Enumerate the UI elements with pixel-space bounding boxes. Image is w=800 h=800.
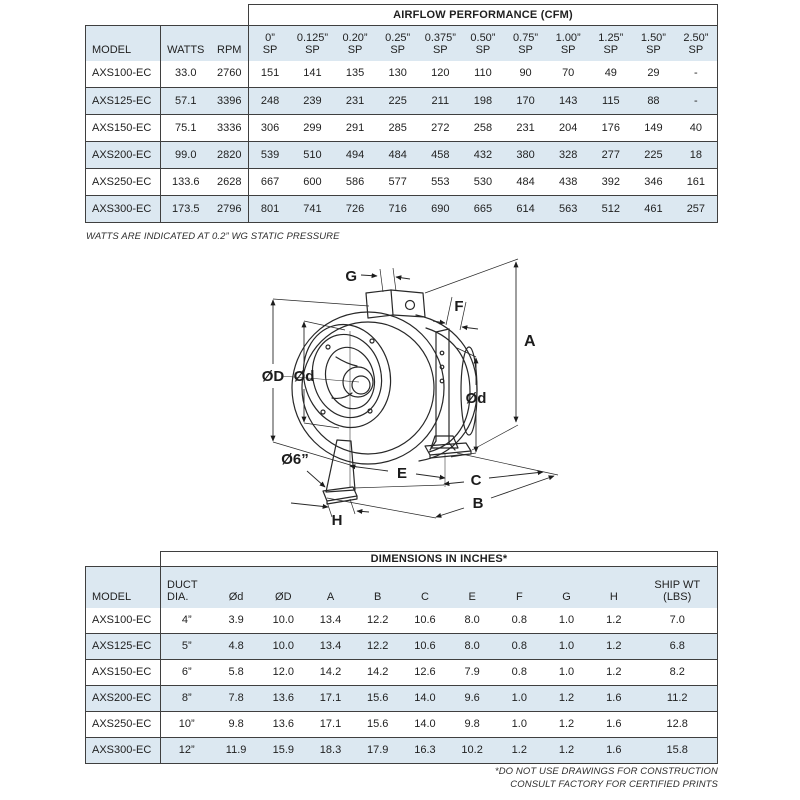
- dimension-cell: 10.0: [260, 634, 307, 660]
- dimension-cell: 16.3: [401, 738, 448, 764]
- dimensions-header-c: C: [401, 567, 448, 608]
- dimension-cell: 10”: [161, 712, 213, 738]
- spacer-cell: [86, 552, 161, 567]
- dimension-cell: 1.6: [590, 738, 637, 764]
- junction-box: [366, 290, 425, 318]
- cfm-cell: 306: [249, 115, 292, 142]
- dimensions-table-title: DIMENSIONS IN INCHES*: [161, 552, 718, 567]
- dimensions-header-g: G: [543, 567, 590, 608]
- cfm-cell: 510: [291, 142, 334, 169]
- watts-cell: 33.0: [161, 61, 211, 88]
- cfm-cell: 149: [632, 115, 675, 142]
- cfm-cell: 346: [632, 169, 675, 196]
- airflow-header-row: [86, 26, 718, 61]
- cfm-cell: 161: [675, 169, 718, 196]
- airflow-header-watts: WATTS: [161, 26, 211, 61]
- airflow-header-sp: 1.50” SP: [632, 26, 675, 61]
- cfm-cell: 257: [675, 196, 718, 223]
- dimension-cell: 0.8: [496, 660, 543, 686]
- dimension-cell: 1.2: [543, 738, 590, 764]
- model-cell: AXS200-EC: [86, 686, 161, 712]
- dimension-cell: 14.2: [307, 660, 354, 686]
- dimension-cell: 17.1: [307, 686, 354, 712]
- airflow-performance-table: [85, 4, 718, 223]
- dim-label-duct: Ø6”: [281, 451, 309, 468]
- dimensions-table: [85, 551, 718, 764]
- cfm-cell: 40: [675, 115, 718, 142]
- cfm-cell: 432: [462, 142, 505, 169]
- dimension-cell: 1.2: [543, 712, 590, 738]
- cfm-cell: 239: [291, 88, 334, 115]
- cfm-cell: 299: [291, 115, 334, 142]
- dimension-cell: 15.6: [354, 712, 401, 738]
- cfm-cell: 667: [249, 169, 292, 196]
- dimensions-row: [86, 634, 718, 660]
- drawing-footnote: [495, 766, 718, 791]
- airflow-row: [86, 88, 718, 115]
- dimension-cell: 12.2: [354, 634, 401, 660]
- cfm-cell: 291: [334, 115, 377, 142]
- cfm-cell: 801: [249, 196, 292, 223]
- cfm-cell: 204: [547, 115, 590, 142]
- cfm-cell: 70: [547, 61, 590, 88]
- dimension-cell: 1.6: [590, 686, 637, 712]
- model-cell: AXS250-EC: [86, 712, 161, 738]
- dimension-cell: 12.0: [260, 660, 307, 686]
- dimension-cell: 11.2: [637, 686, 717, 712]
- dimensions-row: [86, 712, 718, 738]
- airflow-header-sp: 1.00” SP: [547, 26, 590, 61]
- dimensions-header-h: H: [590, 567, 637, 608]
- dimensions-row: [86, 660, 718, 686]
- dimension-cell: 1.0: [496, 686, 543, 712]
- dimension-cell: 12.8: [637, 712, 717, 738]
- dimension-cell: 15.8: [637, 738, 717, 764]
- dimensions-header-b: B: [354, 567, 401, 608]
- dimensions-header-a: A: [307, 567, 354, 608]
- dimension-cell: 14.0: [401, 712, 448, 738]
- model-cell: AXS100-EC: [86, 61, 161, 88]
- cfm-cell: 272: [419, 115, 462, 142]
- dimensions-header--d: Ød: [213, 567, 260, 608]
- watts-cell: 57.1: [161, 88, 211, 115]
- dimensions-row: [86, 686, 718, 712]
- airflow-header-sp: 0.25” SP: [376, 26, 419, 61]
- dimension-cell: 0.8: [496, 608, 543, 634]
- dim-label-b: B: [472, 495, 484, 512]
- dimensions-header-ship-wt: SHIP WT (LBS): [637, 567, 717, 608]
- rpm-cell: 2820: [211, 142, 249, 169]
- airflow-title-row: [86, 5, 718, 26]
- dimension-cell: 4”: [161, 608, 213, 634]
- cfm-cell: -: [675, 88, 718, 115]
- airflow-header-sp: 0.375” SP: [419, 26, 462, 61]
- cfm-cell: 380: [504, 142, 547, 169]
- cfm-cell: 248: [249, 88, 292, 115]
- dimension-cell: 1.6: [590, 712, 637, 738]
- screw: [326, 345, 330, 349]
- dim-label-od-outlet: Ød: [465, 390, 487, 407]
- dimensions-row: [86, 738, 718, 764]
- cfm-cell: 170: [504, 88, 547, 115]
- dimension-cell: 15.6: [354, 686, 401, 712]
- rpm-cell: 2760: [211, 61, 249, 88]
- cfm-cell: 225: [376, 88, 419, 115]
- dim-label-f: F: [454, 298, 464, 315]
- cfm-cell: 716: [376, 196, 419, 223]
- dimension-cell: 5.8: [213, 660, 260, 686]
- cfm-cell: 49: [590, 61, 633, 88]
- airflow-header-sp: 0.75” SP: [504, 26, 547, 61]
- model-cell: AXS150-EC: [86, 660, 161, 686]
- cfm-cell: 151: [249, 61, 292, 88]
- watts-cell: 173.5: [161, 196, 211, 223]
- dimension-cell: 1.2: [590, 608, 637, 634]
- dimension-cell: 6.8: [637, 634, 717, 660]
- airflow-header-sp: 0.20” SP: [334, 26, 377, 61]
- dimension-cell: 12.6: [401, 660, 448, 686]
- dimension-cell: 12”: [161, 738, 213, 764]
- rpm-cell: 3396: [211, 88, 249, 115]
- dimension-cell: 15.9: [260, 738, 307, 764]
- dimension-cell: 10.6: [401, 608, 448, 634]
- dim-label-od-inner: Ød: [293, 368, 315, 385]
- fan-dimension-diagram: [233, 245, 573, 557]
- cfm-cell: 115: [590, 88, 633, 115]
- cfm-cell: 438: [547, 169, 590, 196]
- dimension-cell: 14.0: [401, 686, 448, 712]
- dimension-cell: 1.0: [543, 634, 590, 660]
- cfm-cell: 231: [504, 115, 547, 142]
- dimension-cell: 7.8: [213, 686, 260, 712]
- watts-footnote: WATTS ARE INDICATED AT 0.2” WG STATIC PRESSURE: [86, 231, 340, 242]
- cfm-cell: 600: [291, 169, 334, 196]
- cfm-cell: 392: [590, 169, 633, 196]
- cfm-cell: 211: [419, 88, 462, 115]
- impeller-vane: [336, 357, 357, 366]
- cfm-cell: 29: [632, 61, 675, 88]
- dim-label-od-outer: ØD: [261, 368, 285, 385]
- cfm-cell: 110: [462, 61, 505, 88]
- cfm-cell: 563: [547, 196, 590, 223]
- airflow-row: [86, 196, 718, 223]
- cfm-cell: 90: [504, 61, 547, 88]
- drawing-footnote-line1: *DO NOT USE DRAWINGS FOR CONSTRUCTION: [494, 766, 718, 777]
- cfm-cell: 328: [547, 142, 590, 169]
- airflow-header-sp: 2.50” SP: [675, 26, 718, 61]
- rivet: [440, 365, 444, 369]
- watts-cell: 133.6: [161, 169, 211, 196]
- cfm-cell: 494: [334, 142, 377, 169]
- cfm-cell: 586: [334, 169, 377, 196]
- cfm-cell: 726: [334, 196, 377, 223]
- cfm-cell: 741: [291, 196, 334, 223]
- dimension-cell: 17.9: [354, 738, 401, 764]
- cfm-cell: 176: [590, 115, 633, 142]
- cfm-cell: 120: [419, 61, 462, 88]
- airflow-header-sp: 0” SP: [249, 26, 292, 61]
- watts-cell: 75.1: [161, 115, 211, 142]
- dimension-cell: 11.9: [213, 738, 260, 764]
- dim-label-h: H: [331, 512, 343, 529]
- screw: [321, 410, 325, 414]
- airflow-header-sp: 0.125” SP: [291, 26, 334, 61]
- cfm-cell: 231: [334, 88, 377, 115]
- airflow-row: [86, 61, 718, 88]
- dimension-cell: 9.6: [449, 686, 496, 712]
- cfm-cell: 484: [376, 142, 419, 169]
- motor-dome: [416, 315, 477, 461]
- dimension-lines: [262, 259, 558, 529]
- cfm-cell: 530: [462, 169, 505, 196]
- rpm-cell: 3336: [211, 115, 249, 142]
- airflow-header-model: MODEL: [86, 26, 161, 61]
- rpm-cell: 2796: [211, 196, 249, 223]
- model-cell: AXS100-EC: [86, 608, 161, 634]
- dimension-cell: 9.8: [213, 712, 260, 738]
- watts-cell: 99.0: [161, 142, 211, 169]
- cfm-cell: 461: [632, 196, 675, 223]
- cfm-cell: 198: [462, 88, 505, 115]
- dimension-cell: 1.2: [496, 738, 543, 764]
- cfm-cell: 577: [376, 169, 419, 196]
- dimension-cell: 13.4: [307, 634, 354, 660]
- dimensions-header-duct: DUCT DIA.: [161, 567, 213, 608]
- dimensions-header--d: ØD: [260, 567, 307, 608]
- dimension-cell: 1.2: [590, 634, 637, 660]
- cfm-cell: 484: [504, 169, 547, 196]
- dimensions-header-e: E: [449, 567, 496, 608]
- dimension-cell: 12.2: [354, 608, 401, 634]
- cfm-cell: 130: [376, 61, 419, 88]
- cfm-cell: 512: [590, 196, 633, 223]
- cfm-cell: 18: [675, 142, 718, 169]
- dimension-cell: 17.1: [307, 712, 354, 738]
- model-cell: AXS150-EC: [86, 115, 161, 142]
- dimension-cell: 3.9: [213, 608, 260, 634]
- cfm-cell: 665: [462, 196, 505, 223]
- dimension-cell: 14.2: [354, 660, 401, 686]
- dimension-cell: 7.0: [637, 608, 717, 634]
- cfm-cell: 539: [249, 142, 292, 169]
- dimension-cell: 1.0: [543, 660, 590, 686]
- cfm-cell: 135: [334, 61, 377, 88]
- dimensions-row: [86, 608, 718, 634]
- dimension-cell: 18.3: [307, 738, 354, 764]
- dimensions-section: [85, 551, 718, 764]
- rpm-cell: 2628: [211, 169, 249, 196]
- front-foot-plate: [323, 487, 357, 501]
- junction-box-hole: [406, 301, 415, 310]
- dimension-cell: 8.0: [449, 608, 496, 634]
- airflow-header-sp: 1.25” SP: [590, 26, 633, 61]
- rivet: [440, 379, 444, 383]
- dimension-cell: 8.2: [637, 660, 717, 686]
- dimension-cell: 1.2: [543, 686, 590, 712]
- cfm-cell: 690: [419, 196, 462, 223]
- fan-housing: [292, 290, 477, 504]
- cfm-cell: 614: [504, 196, 547, 223]
- dimension-cell: 10.0: [260, 608, 307, 634]
- dimension-cell: 9.8: [449, 712, 496, 738]
- airflow-row: [86, 169, 718, 196]
- airflow-row: [86, 142, 718, 169]
- dimension-cell: 8.0: [449, 634, 496, 660]
- dim-label-e: E: [396, 465, 408, 482]
- dimension-cell: 6”: [161, 660, 213, 686]
- cfm-cell: 553: [419, 169, 462, 196]
- dimension-cell: 13.6: [260, 712, 307, 738]
- cfm-cell: 258: [462, 115, 505, 142]
- cfm-cell: 225: [632, 142, 675, 169]
- dimension-cell: 1.2: [590, 660, 637, 686]
- dimension-cell: 1.0: [496, 712, 543, 738]
- dimensions-header-f: F: [496, 567, 543, 608]
- rivet: [440, 351, 444, 355]
- model-cell: AXS250-EC: [86, 169, 161, 196]
- airflow-header-rpm: RPM: [211, 26, 249, 61]
- dimensions-header-row: [86, 567, 718, 608]
- airflow-table-title: AIRFLOW PERFORMANCE (CFM): [249, 5, 718, 26]
- dim-label-c: C: [470, 472, 482, 489]
- cfm-cell: 88: [632, 88, 675, 115]
- dimension-cell: 10.6: [401, 634, 448, 660]
- cfm-cell: 285: [376, 115, 419, 142]
- cfm-cell: 277: [590, 142, 633, 169]
- dimension-cell: 1.0: [543, 608, 590, 634]
- dimension-cell: 13.6: [260, 686, 307, 712]
- model-cell: AXS200-EC: [86, 142, 161, 169]
- screw: [370, 339, 374, 343]
- dim-label-a: A: [524, 333, 536, 350]
- airflow-row: [86, 115, 718, 142]
- cfm-cell: 458: [419, 142, 462, 169]
- dimension-cell: 8”: [161, 686, 213, 712]
- dim-label-g: G: [345, 268, 357, 285]
- dimension-cell: 0.8: [496, 634, 543, 660]
- drawing-footnote-line2: CONSULT FACTORY FOR CERTIFIED PRINTS: [510, 778, 718, 790]
- model-cell: AXS125-EC: [86, 88, 161, 115]
- airflow-header-sp: 0.50” SP: [462, 26, 505, 61]
- spacer-cell: [86, 5, 249, 26]
- model-cell: AXS300-EC: [86, 738, 161, 764]
- cfm-cell: 141: [291, 61, 334, 88]
- dimension-cell: 13.4: [307, 608, 354, 634]
- cfm-cell: -: [675, 61, 718, 88]
- dimension-cell: 10.2: [449, 738, 496, 764]
- dimension-cell: 5”: [161, 634, 213, 660]
- model-cell: AXS125-EC: [86, 634, 161, 660]
- cfm-cell: 143: [547, 88, 590, 115]
- model-cell: AXS300-EC: [86, 196, 161, 223]
- airflow-performance-section: [85, 4, 718, 223]
- dimensions-title-row: [86, 552, 718, 567]
- dimensions-header-model: MODEL: [86, 567, 161, 608]
- dimension-cell: 7.9: [449, 660, 496, 686]
- dimension-cell: 4.8: [213, 634, 260, 660]
